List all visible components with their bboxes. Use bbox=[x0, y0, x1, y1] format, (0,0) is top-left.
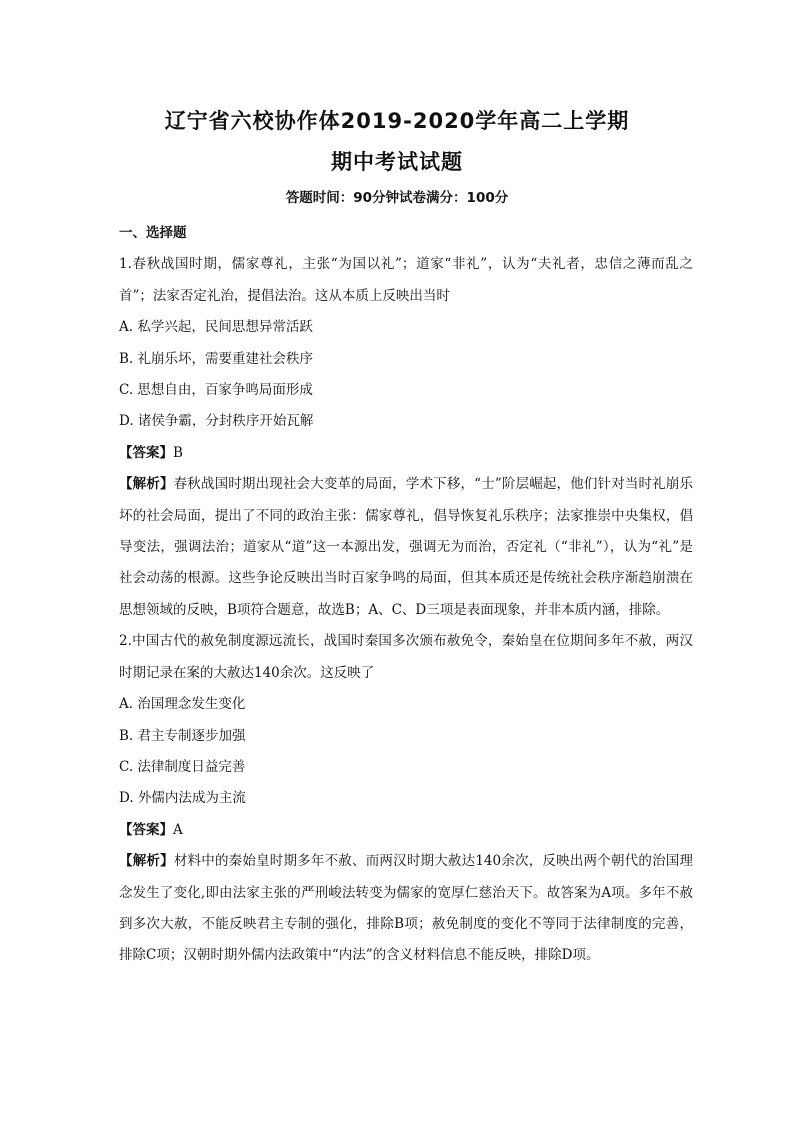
question-1 bbox=[119, 249, 693, 626]
question-2-analysis bbox=[119, 846, 693, 972]
exam-meta: 答题时间：90分钟试卷满分：100分 bbox=[285, 190, 509, 206]
section-heading: 一、选择题 bbox=[119, 225, 187, 241]
question-1-analysis bbox=[119, 469, 693, 626]
question-2-option-d: D. 外儒内法成为主流 bbox=[119, 790, 246, 807]
question-2-option-b: B. 君主专制逐步加强 bbox=[119, 727, 246, 744]
question-2-answer bbox=[119, 815, 693, 846]
analysis-text: 春秋战国时期出现社会大变革的局面，学术下移，“士”阶层崛起，他们针对当时礼崩乐坏的社会局面，提出了不同的政治主张：儒家尊礼，倡导恢复礼乐秩序；法家推崇中央集权，倡导变法，强调法治；道家从“道”这一本源出发，强调无为而治，否定礼（“非礼”），认为“礼”是社会动荡的根源。这些争论反映出当时百家争鸣的局面，但其本质还是传统社会秩序渐趋崩溃在思想领域的反映，B项符合题意，故选B；A、C、D三项是表面现象，并非本质内涵，排除。 bbox=[119, 476, 693, 618]
question-2-option-c: C. 法律制度日益完善 bbox=[119, 758, 246, 775]
answer-label: 【答案】 bbox=[119, 444, 173, 461]
answer-label: 【答案】 bbox=[119, 821, 173, 838]
analysis-text: 材料中的秦始皇时期多年不赦、而两汉时期大赦达140余次，反映出两个朝代的治国理念发生了变化,即由法家主张的严刑峻法转变为儒家的宽厚仁慈治天下。故答案为A项。多年不赦到多次大赦，不能反映君主专制的强化，排除B项；赦免制度的变化不等同于法律制度的完善，排除C项；汉朝时期外儒内法政策中“内法”的含义材料信息不能反映，排除D项。 bbox=[119, 853, 693, 964]
document-title-line-1: 辽宁省六校协作体2019-2020学年高二上学期 bbox=[164, 109, 630, 133]
answer-value: A bbox=[173, 821, 183, 838]
answer-value: B bbox=[173, 444, 183, 461]
question-1-stem: 1.春秋战国时期，儒家尊礼，主张“为国以礼”；道家“非礼”，认为“夫礼者，忠信之薄而乱之首”；法家否定礼治，提倡法治。这从本质上反映出当时 bbox=[119, 256, 693, 304]
question-1-answer bbox=[119, 438, 693, 469]
question-2 bbox=[119, 626, 693, 971]
document-content bbox=[119, 218, 693, 972]
document-title-line-2: 期中考试试题 bbox=[331, 150, 463, 174]
question-1-option-a: A. 私学兴起，民间思想异常活跃 bbox=[119, 319, 313, 336]
question-1-option-b: B. 礼崩乐坏，需要重建社会秩序 bbox=[119, 350, 314, 367]
question-2-stem: 2.中国古代的赦免制度源远流长，战国时秦国多次颁布赦免令，秦始皇在位期间多年不赦，两汉时期记录在案的大赦达140余次。这反映了 bbox=[119, 633, 693, 681]
question-1-option-d: D. 诸侯争霸，分封秩序开始瓦解 bbox=[119, 413, 314, 430]
question-2-option-a: A. 治国理念发生变化 bbox=[119, 696, 246, 713]
analysis-label: 【解析】 bbox=[119, 853, 174, 870]
analysis-label: 【解析】 bbox=[119, 476, 174, 493]
question-1-option-c: C. 思想自由，百家争鸣局面形成 bbox=[119, 382, 313, 399]
